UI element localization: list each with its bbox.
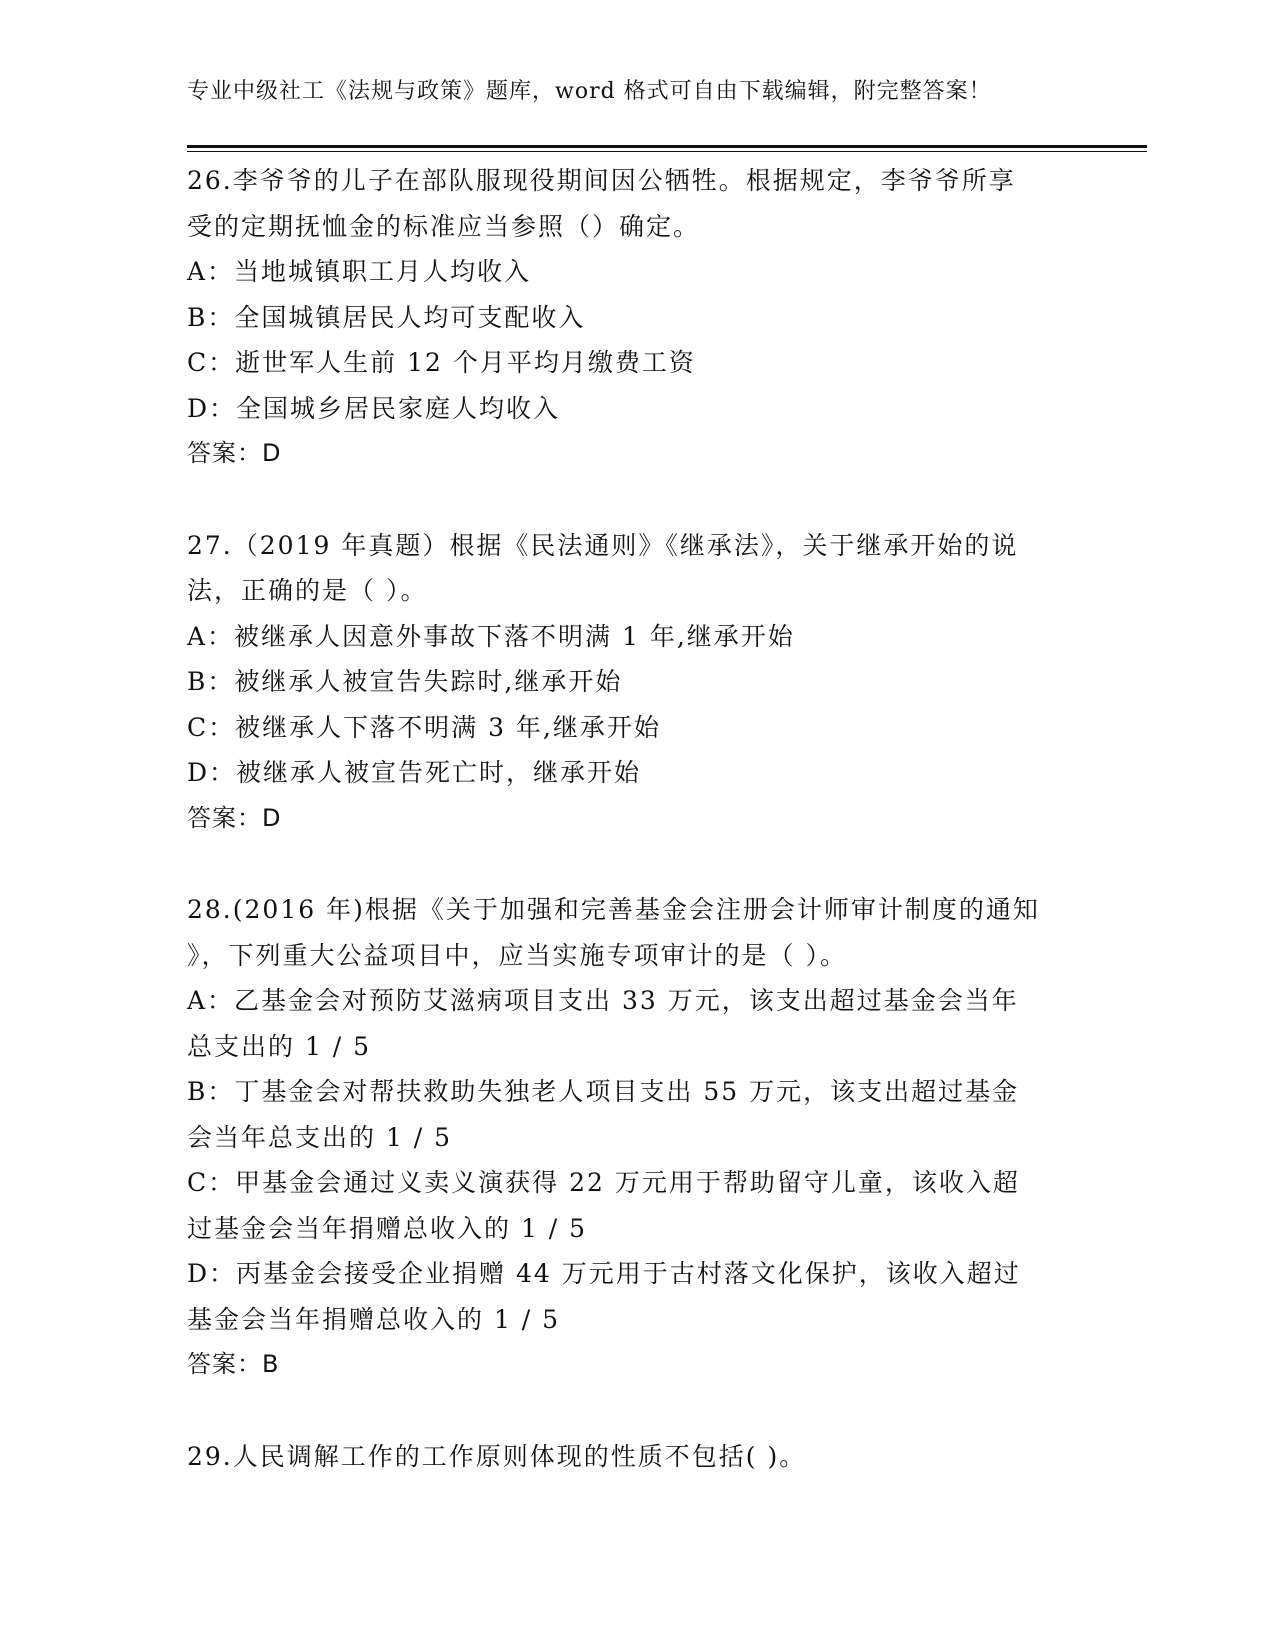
question-stem: 29.人民调解工作的工作原则体现的性质不包括( )。 bbox=[187, 1441, 807, 1471]
option-a: A：乙基金会对预防艾滋病项目支出 33 万元，该支出超过基金会当年 bbox=[187, 986, 1019, 1015]
header-rule-thin bbox=[187, 151, 1147, 152]
question-block bbox=[187, 887, 1087, 1388]
option-d-continued: 基金会当年捐赠总收入的 1 / 5 bbox=[187, 1304, 561, 1334]
question-stem: 28.(2016 年)根据《关于加强和完善基金会注册会计师审计制度的通知 bbox=[187, 895, 1040, 924]
option-a: A：当地城镇职工月人均收入 bbox=[187, 257, 532, 286]
question-stem: 26.李爷爷的儿子在部队服现役期间因公牺牲。根据规定，李爷爷所享 bbox=[187, 166, 1016, 195]
question-stem: 受的定期抚恤金的标准应当参照（）确定。 bbox=[187, 211, 701, 241]
option-b: B：全国城镇居民人均可支配收入 bbox=[187, 302, 586, 332]
question-stem: 27.（2019 年真题）根据《民法通则》《继承法》，关于继承开始的说 bbox=[187, 530, 1019, 560]
question-block bbox=[187, 158, 1087, 477]
option-c: C：逝世军人生前 12 个月平均月缴费工资 bbox=[187, 348, 696, 377]
question-list bbox=[187, 158, 1087, 1479]
option-d: D：全国城乡居民家庭人均收入 bbox=[187, 393, 561, 423]
option-d: D：丙基金会接受企业捐赠 44 万元用于古村落文化保护，该收入超过 bbox=[187, 1259, 1021, 1288]
option-a-continued: 总支出的 1 / 5 bbox=[187, 1031, 372, 1061]
answer: 答案：D bbox=[187, 439, 282, 467]
option-b: B：被继承人被宣告失踪时,继承开始 bbox=[187, 667, 623, 696]
option-c: C：甲基金会通过义卖义演获得 22 万元用于帮助留守儿童，该收入超 bbox=[187, 1168, 1020, 1197]
option-b: B：丁基金会对帮扶救助失独老人项目支出 55 万元，该支出超过基金 bbox=[187, 1077, 1020, 1106]
spacer bbox=[187, 841, 1087, 887]
spacer bbox=[187, 1388, 1087, 1434]
option-a: A：被继承人因意外事故下落不明满 1 年,继承开始 bbox=[187, 621, 795, 651]
header-rule-thick bbox=[187, 145, 1147, 148]
option-c: C：被继承人下落不明满 3 年,继承开始 bbox=[187, 712, 661, 742]
answer: 答案：D bbox=[187, 803, 282, 832]
spacer bbox=[187, 477, 1087, 523]
question-stem: 》，下列重大公益项目中，应当实施专项审计的是（ ）。 bbox=[187, 940, 847, 970]
page-header: 专业中级社工《法规与政策》题库，word 格式可自由下载编辑，附完整答案！ bbox=[187, 79, 992, 104]
question-block bbox=[187, 523, 1087, 842]
answer: 答案：B bbox=[187, 1350, 280, 1378]
option-d: D：被继承人被宣告死亡时，继承开始 bbox=[187, 758, 642, 787]
question-stem: 法，正确的是（ ）。 bbox=[187, 576, 428, 605]
question-block bbox=[187, 1434, 1087, 1480]
option-c-continued: 过基金会当年捐赠总收入的 1 / 5 bbox=[187, 1213, 588, 1243]
option-b-continued: 会当年总支出的 1 / 5 bbox=[187, 1122, 453, 1152]
